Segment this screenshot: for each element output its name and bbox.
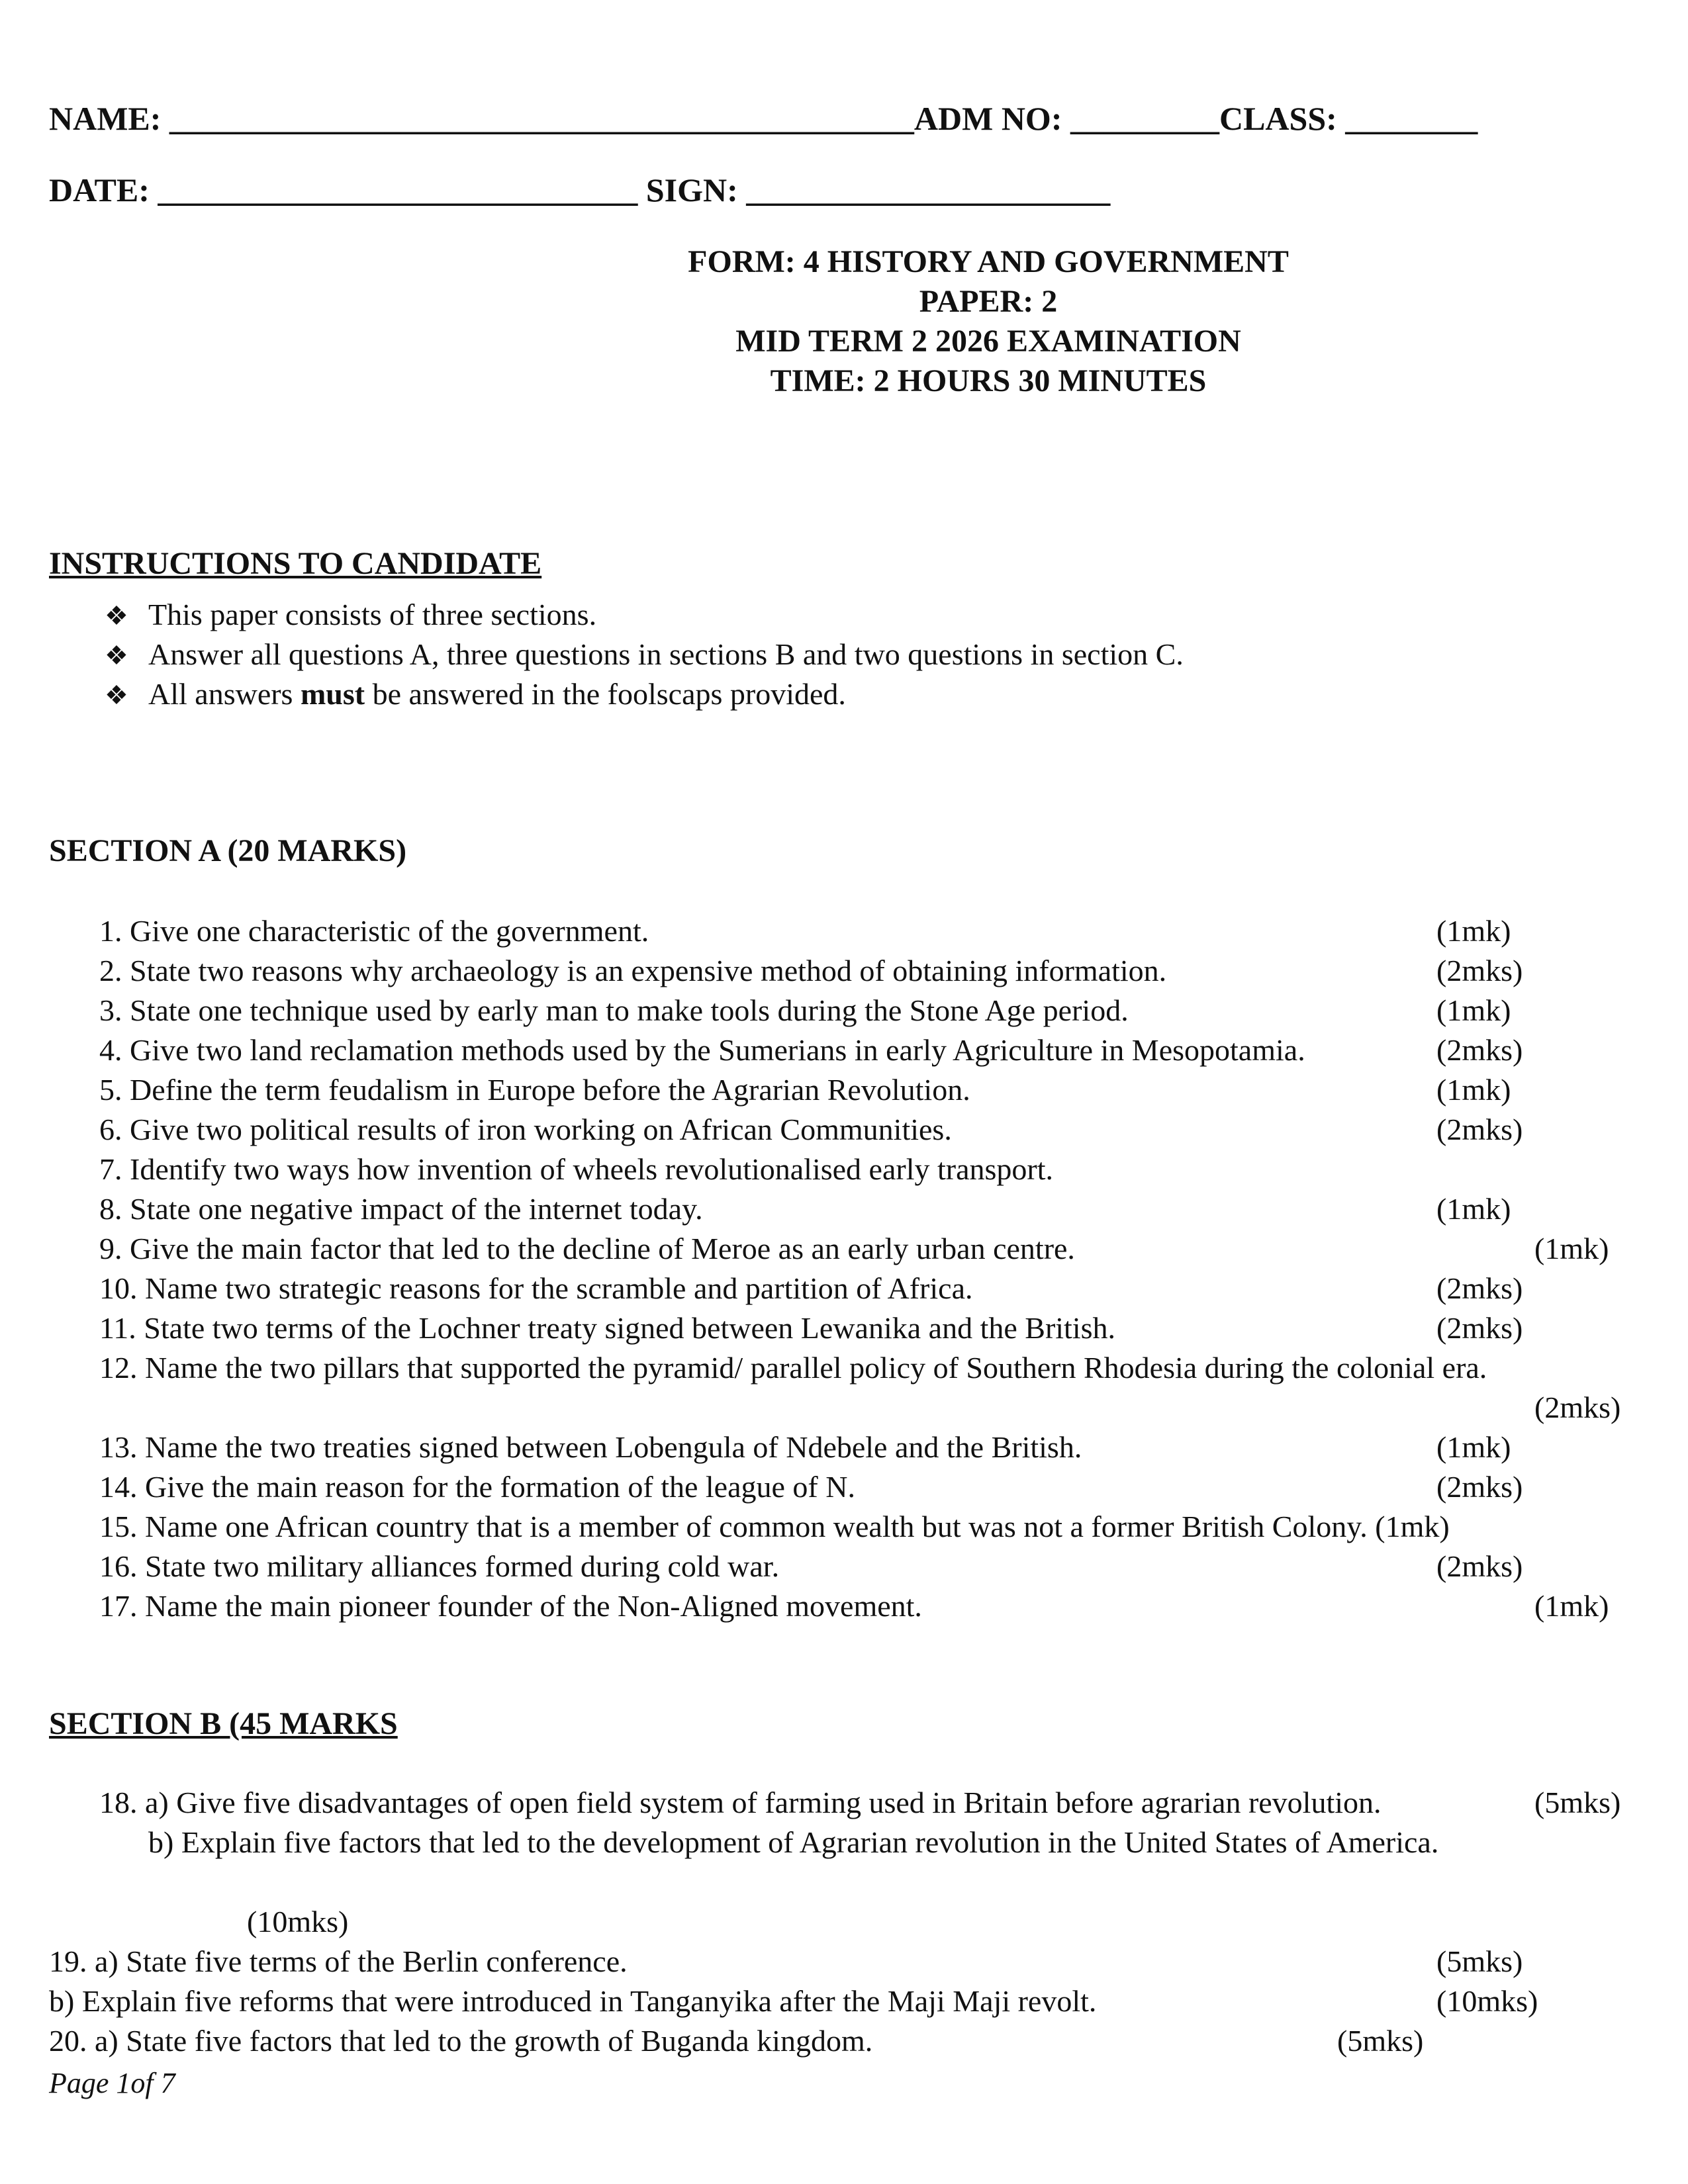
question-5: 5. Define the term feudalism in Europe before the Agrarian Revolution.: [99, 1073, 970, 1107]
marks-16: (2mks): [1436, 1549, 1523, 1583]
instructions-heading: INSTRUCTIONS TO CANDIDATE: [49, 546, 542, 581]
marks-4: (2mks): [1436, 1033, 1523, 1067]
marks-20a: (5mks): [1337, 2024, 1424, 2058]
marks-18b: (10mks): [247, 1905, 349, 1938]
question-20a: 20. a) State five factors that led to the growth of Buganda kingdom.: [49, 2024, 873, 2058]
page-number: Page 1of 7: [49, 2067, 175, 2099]
question-14: 14. Give the main reason for the formation of the league of N.: [99, 1470, 855, 1504]
question-9: 9. Give the main factor that led to the decline of Meroe as an early urban centre.: [99, 1232, 1075, 1265]
question-16: 16. State two military alliances formed during cold war.: [99, 1549, 780, 1583]
marks-2: (2mks): [1436, 954, 1523, 987]
bullet-icon: ❖: [105, 680, 128, 710]
marks-17: (1mk): [1534, 1589, 1609, 1623]
marks-10: (2mks): [1436, 1271, 1523, 1305]
instruction-3: All answers must be answered in the foolscaps provided.: [148, 677, 846, 711]
question-3: 3. State one technique used by early man to make tools during the Stone Age period.: [99, 993, 1129, 1027]
marks-12: (2mks): [1534, 1390, 1621, 1424]
instruction-1: This paper consists of three sections.: [148, 598, 597, 631]
question-12: 12. Name the two pillars that supported the pyramid/ parallel policy of Southern Rhodesia during the colonial era.: [99, 1351, 1487, 1385]
exam-title-paper: PAPER: 2: [919, 284, 1058, 319]
marks-11: (2mks): [1436, 1311, 1523, 1345]
marks-13: (1mk): [1436, 1430, 1511, 1464]
section-b-heading: SECTION B (45 MARKS: [49, 1706, 398, 1741]
marks-18a: (5mks): [1534, 1786, 1621, 1819]
question-19b: b) Explain five reforms that were introduced in Tanganyika after the Maji Maji revolt.: [49, 1984, 1097, 2018]
question-2: 2. State two reasons why archaeology is an expensive method of obtaining information.: [99, 954, 1167, 987]
exam-title-time: TIME: 2 HOURS 30 MINUTES: [770, 363, 1207, 398]
marks-1: (1mk): [1436, 914, 1511, 948]
bullet-icon: ❖: [105, 601, 128, 631]
marks-14: (2mks): [1436, 1470, 1523, 1504]
marks-19b: (10mks): [1436, 1984, 1538, 2018]
question-13: 13. Name the two treaties signed between Lobengula of Ndebele and the British.: [99, 1430, 1082, 1464]
question-17: 17. Name the main pioneer founder of the Non-Aligned movement.: [99, 1589, 922, 1623]
exam-title-term: MID TERM 2 2026 EXAMINATION: [735, 324, 1241, 359]
marks-6: (2mks): [1436, 1113, 1523, 1146]
question-7: 7. Identify two ways how invention of wheels revolutionalised early transport.: [99, 1152, 1054, 1186]
marks-19a: (5mks): [1436, 1944, 1523, 1978]
date-sign-line: DATE: _____________________________ SIGN: ______________________: [49, 171, 1111, 208]
question-6: 6. Give two political results of iron working on African Communities.: [99, 1113, 952, 1146]
question-18b: b) Explain five factors that led to the development of Agrarian revolution in the United States of America.: [148, 1825, 1439, 1859]
question-8: 8. State one negative impact of the internet today.: [99, 1192, 703, 1226]
name-adm-class-line: NAME: _____________________________________________ADM NO: _________CLASS: ________: [49, 100, 1478, 137]
exam-title-form: FORM: 4 HISTORY AND GOVERNMENT: [688, 244, 1289, 279]
marks-9: (1mk): [1534, 1232, 1609, 1265]
marks-5: (1mk): [1436, 1073, 1511, 1107]
section-a-heading: SECTION A (20 MARKS): [49, 833, 407, 868]
marks-3: (1mk): [1436, 993, 1511, 1027]
question-4: 4. Give two land reclamation methods used by the Sumerians in early Agriculture in Mesopotamia.: [99, 1033, 1305, 1067]
question-11: 11. State two terms of the Lochner treaty signed between Lewanika and the British.: [99, 1311, 1116, 1345]
instruction-2: Answer all questions A, three questions in sections B and two questions in section C.: [148, 637, 1184, 671]
question-10: 10. Name two strategic reasons for the scramble and partition of Africa.: [99, 1271, 973, 1305]
marks-8: (1mk): [1436, 1192, 1511, 1226]
question-18a: 18. a) Give five disadvantages of open field system of farming used in Britain before agrarian revolution.: [99, 1786, 1382, 1819]
question-1: 1. Give one characteristic of the government.: [99, 914, 649, 948]
question-15: 15. Name one African country that is a member of common wealth but was not a former British Colony. (1mk): [99, 1510, 1450, 1543]
question-19a: 19. a) State five terms of the Berlin conference.: [49, 1944, 628, 1978]
bullet-icon: ❖: [105, 641, 128, 670]
